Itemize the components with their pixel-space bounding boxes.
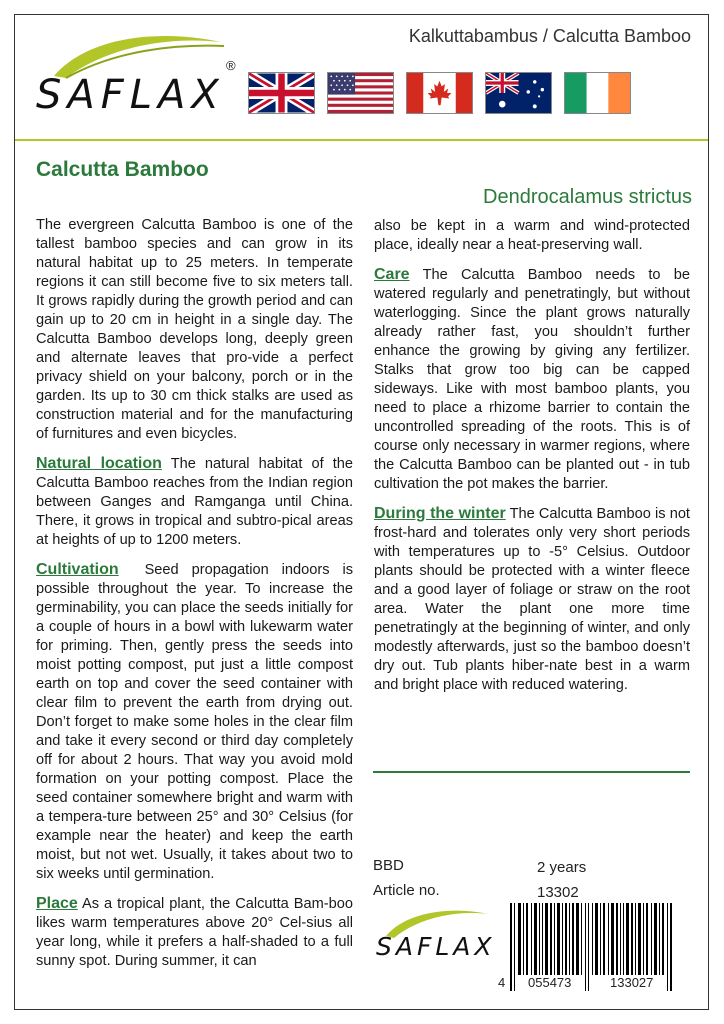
intro-paragraph: The evergreen Calcutta Bamboo is one of the tallest bamboo species and can grow in its natural habitat up to 25 meters. In temperate regions it can still become five to six meters tall. It grows rapidly during the growth period and can gain up to 20 cm in height in a single day. The Calcutta Bamboo develops long, deeply green and alternate leaves that pro-vide a perfect privacy shield on your balcony, porch or in the garden. Its up to 30 cm thick stalks are used as construction material and for the manufacturing of furnitures and even bicycles. [36, 217, 353, 442]
canada-flag-icon [406, 72, 473, 114]
natural-location-section [36, 454, 353, 550]
bbd-value: 2 years [537, 859, 587, 876]
us-flag-icon [327, 72, 394, 114]
place-section [36, 894, 353, 971]
winter-heading: During the winter [374, 505, 506, 522]
winter-section [374, 504, 690, 695]
brand-name: SAFLAX [36, 72, 225, 118]
right-column [374, 217, 690, 705]
care-heading: Care [374, 266, 410, 283]
saflax-logo-small [376, 906, 496, 966]
column-divider [373, 771, 690, 773]
cultivation-text: Seed propagation indoors is possible throughout the year. To increase the germinability, you can place the seeds initially for a couple of hours in a bowl with lukewarm water for priming. Then, gently press the seeds into moist potting compost, put just a little compost earth on top and cover the seed container with clear film to prevent the earth from drying out. Don’t forget to make some holes in the clear film and take it every second or third day completely off for about 2 hours. That way you avoid mold formation on your potting compost. Place the seed container somewhere bright and warm with a tempera-ture between 25° and 30° Celsius (for example near the heater) and keep the earth moist, but not wet. Usually, it takes about two to six weeks until germination. [36, 562, 353, 882]
saflax-logo [36, 28, 236, 118]
page-title: Kalkuttabambus / Calcutta Bamboo [408, 26, 691, 46]
care-section [374, 265, 690, 494]
latin-name: Dendrocalamus strictus [483, 186, 692, 208]
cultivation-section [36, 560, 353, 884]
article-label: Article no. [373, 882, 440, 899]
barcode-digits-3: 133027 [610, 975, 654, 990]
bbd-label: BBD [373, 857, 404, 874]
care-text: The Calcutta Bamboo needs to be watered regularly and penetratingly, but without waterlogging. Since the plant grows naturally already rather fast, you shouldn’t further enhance the growing by giving any fertilizer. Stalks that grow too big can be capped sideways. Like with most bamboo plants, you need to place a rhizome barrier to contain the uncontrolled spreading of the roots. This is of course only necessary in warmer regions, where the Calcutta Bamboo can be planted out - in tub cultivation the pot makes the barrier. [374, 267, 690, 492]
natural-location-heading: Natural location [36, 455, 162, 472]
natural-location-text: The natural habitat of the Calcutta Bamboo reaches from the Indian region between Ganges and Ramganga until China. There, it grows in tropical and subtro-pical areas at heights of up to 1200 meters. [36, 456, 354, 548]
barcode-digit-1: 4 [498, 975, 506, 990]
place-text: As a tropical plant, the Calcutta Bam-boo likes warm temperatures above 20° Cel-sius all year long, while it prefers a half-shaded to a full sunny spot. During summer, it can [36, 896, 353, 969]
header-divider [15, 139, 708, 141]
cultivation-heading: Cultivation [36, 561, 119, 578]
brand-name-small: SAFLAX [376, 932, 496, 961]
article-value: 13302 [537, 884, 579, 901]
ireland-flag-icon [564, 72, 631, 114]
winter-text: The Calcutta Bamboo is not frost-hard and tolerates only very short periods with temperatures up to -5° Celsius. Outdoor plants should be protected with a winter fleece and a good layer of foliage or straw on the root area. Water the plant one more time penetratingly at the beginning of winter, and only modestly afterwards, just so the bamboo doesn’t dry out. Tub plants hiber-nate best in a warm and bright place with reduced watering. [374, 506, 690, 693]
australia-flag-icon [485, 72, 552, 114]
place-heading: Place [36, 895, 78, 912]
registered-mark: ® [226, 58, 236, 73]
barcode-digits-2: 055473 [528, 975, 572, 990]
left-column [36, 216, 353, 981]
uk-flag-icon [248, 72, 315, 114]
product-name: Calcutta Bamboo [36, 158, 209, 181]
place-continued-text: also be kept in a warm and wind-protected place, ideally near a heat-preserving wall. [374, 218, 690, 253]
